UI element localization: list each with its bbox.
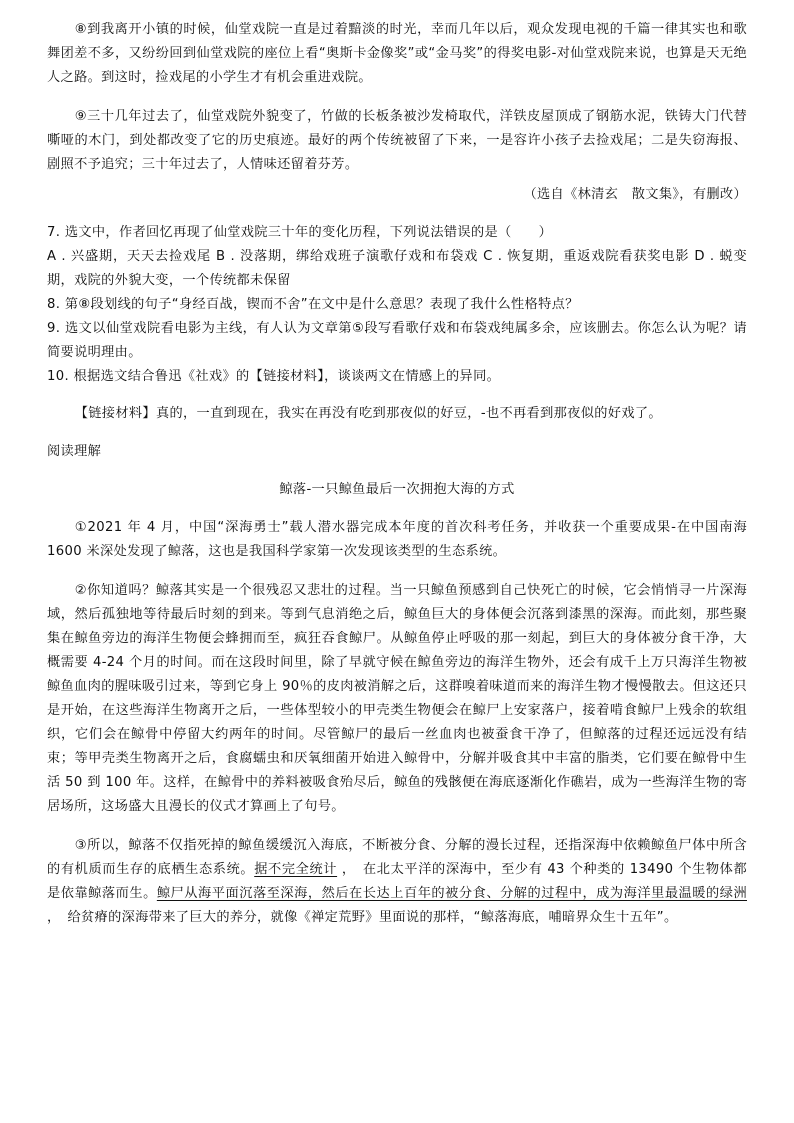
- question-7: 7. 选文中，作者回忆再现了仙堂戏院三十年的变化历程，下列说法错误的是（ ）: [47, 225, 553, 240]
- link-material: 【链接材料】真的，一直到现在，我实在再没有吃到那夜似的好豆，-也不再看到那夜似的好戏了。: [74, 406, 662, 421]
- document-page: [47, 18, 747, 945]
- paragraph-3-text-b: ， 在北太平洋的深海中，至少有 43 个种类的 13490 个生物体都是依靠鲸落而生。: [47, 862, 747, 901]
- paragraph-8: ⑧到我离开小镇的时候，仙堂戏院一直是过着黯淡的时光，幸而几年以后，观众发现电视的千篇一律其实也和歌舞团差不多，又纷纷回到仙堂戏院的座位上看“奥斯卡金像奖”或“金马奖”的得奖电影-对仙堂戏院来说，也算是天无绝人之路。到这时，捡戏尾的小学生才有机会重进戏院。: [47, 22, 747, 85]
- paragraph-2: ②你知道吗？鲸落其实是一个很残忍又悲壮的过程。当一只鲸鱼预感到自己快死亡的时候，它会悄悄寻一片深海域，然后孤独地等待最后时刻的到来。等到气息消绝之后，鲸鱼巨大的身体便会沉落到漆黑的深海。而此刻，那些聚集在鲸鱼旁边的海洋生物便会蜂拥而至，疯狂吞食鲸尸。从鲸鱼停止呼吸的那一刻起，到巨大的身体被分食干净，大概需要 4-24 个月的时间。而在这段时间里，除了早就守候在鲸鱼旁边的海洋生物外，还会有成千上万只海洋生物被鲸鱼血肉的腥味吸引过来，等到它身上 90％的皮肉被消解之后，这群嗅着味道而来的海洋生物才慢慢散去。但这还只是开始，在这些海洋生物离开之后，一些体型较小的甲壳类生物便会在鲸尸上安家落户，接着啃食鲸尸上残余的软组织，它们会在鲸骨中停留大约两年的时间。尽管鲸尸的最后一丝血肉也被蚕食干净了，但鲸落的过程还远远没有结束；等甲壳类生物离开之后，食腐蠕虫和厌氧细菌开始进入鲸骨中，分解并吸食其中丰富的脂类，它们要在鲸骨中生活 50 到 100 年。这样，在鲸骨中的养料被吸食殆尽后，鲸鱼的残骸便在海底逐渐化作礁岩，成为一些海洋生物的寄居场所，这场盛大且漫长的仪式才算画上了句号。: [47, 583, 747, 814]
- question-10: 10. 根据选文结合鲁迅《社戏》的【链接材料】，谈谈两文在情感上的异同。: [47, 369, 501, 384]
- paragraph-1: ①2021 年 4 月，中国“深海勇士”载人潜水器完成本年度的首次科考任务，并收获一个重要成果-在中国南海 1600 米深处发现了鲸落，这也是我国科学家第一次发现该类型的生态系统。: [47, 520, 747, 559]
- article-title: 鲸落-一只鲸鱼最后一次拥抱大海的方式: [279, 482, 515, 497]
- question-7-options: A . 兴盛期，天天去捡戏尾 B . 没落期，绑给戏班子演歌仔戏和布袋戏 C . 恢复期，重返戏院看获奖电影 D . 蜕变期，戏院的外貌大变，一个传统都未保留: [47, 249, 747, 288]
- paragraph-3: [47, 834, 747, 930]
- source-citation: （选自《林清玄 散文集》，有删改）: [523, 187, 747, 202]
- paragraph-3-text-c: ， 给贫瘠的深海带来了巨大的养分，就像《禅定荒野》里面说的那样，“鲸落海底，哺暗界众生十五年”。: [47, 910, 678, 925]
- underlined-phrase-statistics: 据不完全统计: [254, 862, 338, 877]
- paragraph-9: ⑨三十几年过去了，仙堂戏院外貌变了，竹做的长板条被沙发椅取代，洋铁皮屋顶成了钢筋水泥，铁铸大门代替嘶哑的木门，到处都改变了它的历史痕迹。最好的两个传统被留了下来，一是容许小孩子去捡戏尾；二是失窃海报、剧照不予追究；三十年过去了，人情味还留着芬芳。: [47, 109, 747, 172]
- question-list: [47, 221, 747, 389]
- question-9: 9. 选文以仙堂戏院看电影为主线，有人认为文章第⑤段写看歌仔戏和布袋戏纯属多余，应该删去。你怎么认为呢？请简要说明理由。: [47, 321, 747, 360]
- underlined-sentence-whale-fall: 鲸尸从海平面沉落至深海，然后在长达上百年的被分食、分解的过程中，成为海洋里最温暖的绿洲: [156, 886, 747, 901]
- paragraph-3-text-a: ③所以，鲸落不仅指死掉的鲸鱼缓缓沉入海底，不断被分食、分解的漫长过程，还指深海中依赖鲸鱼尸体中所含的有机质而生存的底栖生态系统。: [47, 838, 747, 877]
- question-8: 8. 第⑧段划线的句子“身经百战，锲而不舍”在文中是什么意思？表现了我什么性格特点？: [47, 297, 579, 312]
- section-label: 阅读理解: [47, 444, 102, 459]
